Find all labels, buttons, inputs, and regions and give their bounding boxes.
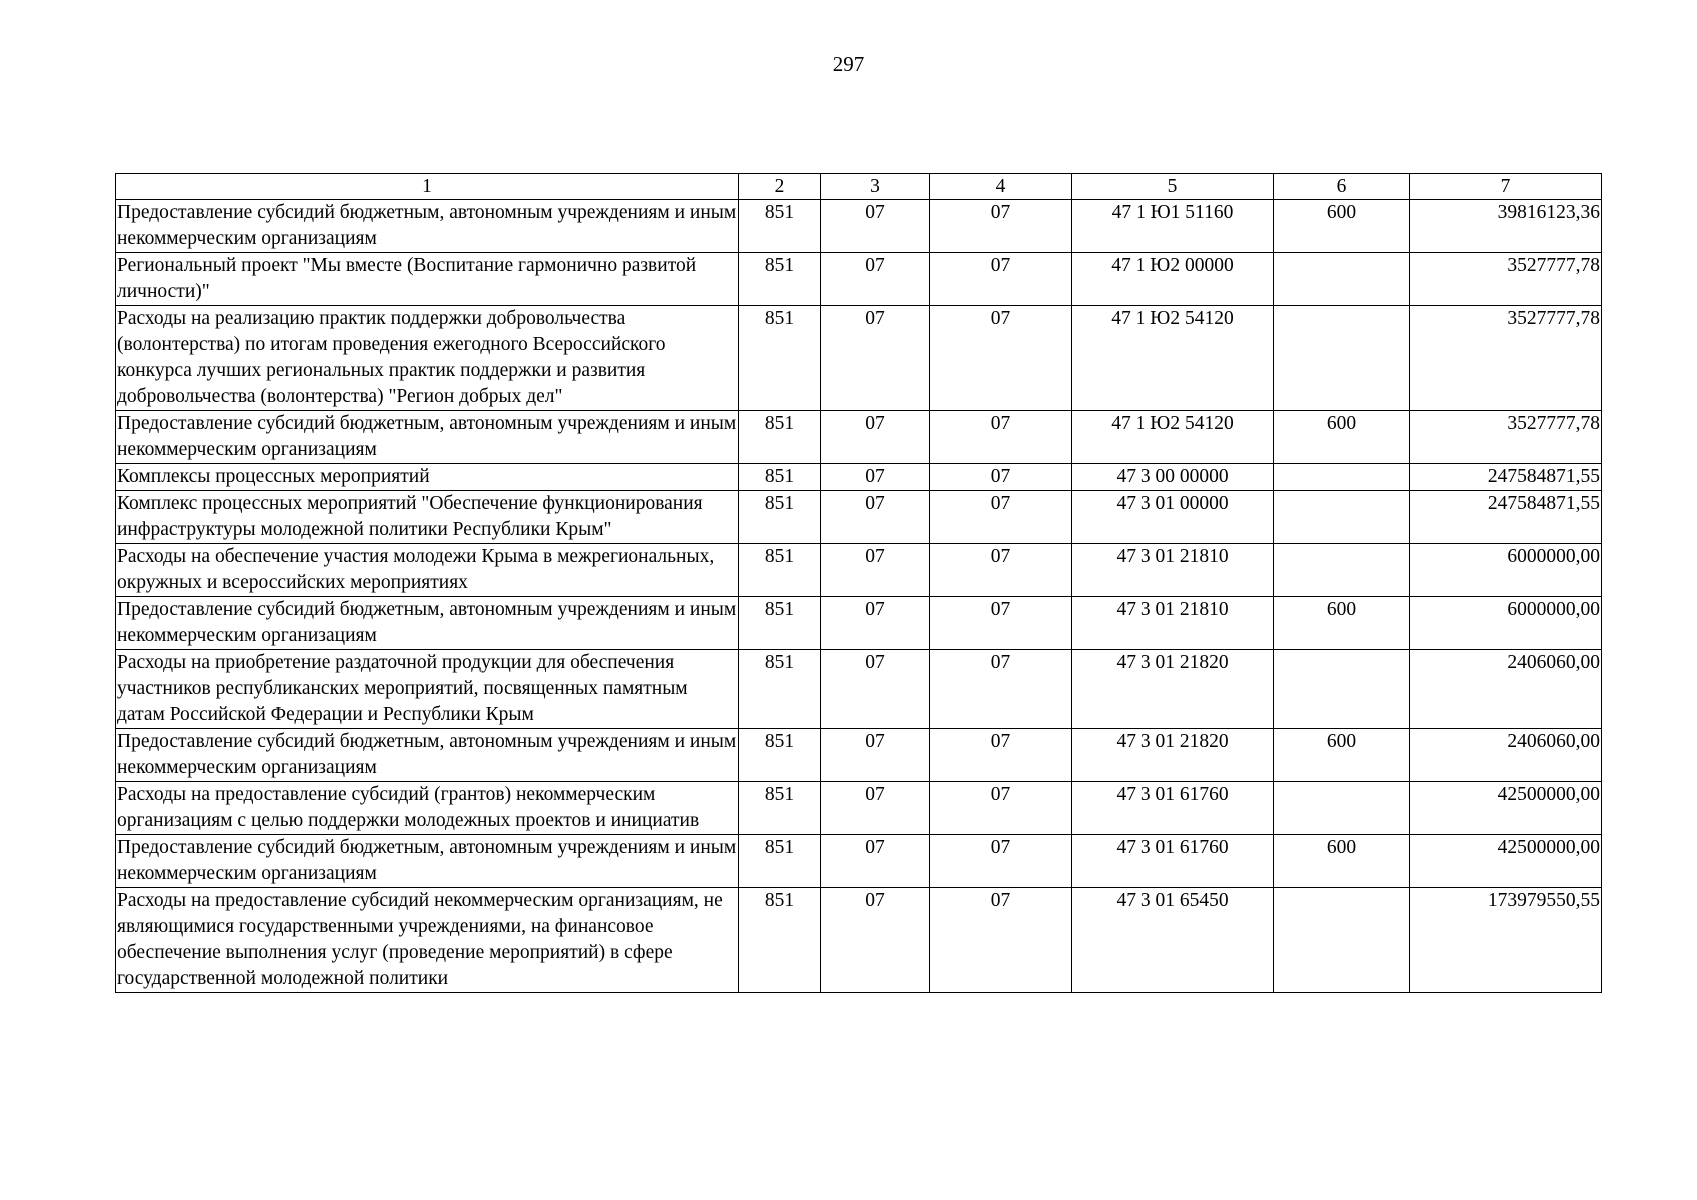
row-target-code: 47 3 00 00000 — [1072, 464, 1274, 491]
header-col-6: 6 — [1274, 174, 1410, 200]
row-grbs-code: 851 — [739, 888, 821, 993]
table-row — [116, 729, 1602, 782]
header-col-1: 1 — [116, 174, 739, 200]
table-row — [116, 491, 1602, 544]
row-subsection-code: 07 — [930, 464, 1072, 491]
row-amount: 247584871,55 — [1410, 491, 1602, 544]
row-amount: 6000000,00 — [1410, 597, 1602, 650]
row-expense-type-code — [1274, 491, 1410, 544]
row-expense-type-code: 600 — [1274, 597, 1410, 650]
row-grbs-code: 851 — [739, 411, 821, 464]
table-row — [116, 306, 1602, 411]
row-subsection-code: 07 — [930, 544, 1072, 597]
row-grbs-code: 851 — [739, 544, 821, 597]
row-grbs-code: 851 — [739, 253, 821, 306]
row-target-code: 47 1 Ю2 54120 — [1072, 411, 1274, 464]
row-section-code: 07 — [821, 491, 930, 544]
row-target-code: 47 1 Ю2 00000 — [1072, 253, 1274, 306]
row-section-code: 07 — [821, 597, 930, 650]
header-row — [116, 174, 1602, 200]
row-expense-type-code — [1274, 888, 1410, 993]
row-subsection-code: 07 — [930, 729, 1072, 782]
row-subsection-code: 07 — [930, 597, 1072, 650]
row-grbs-code: 851 — [739, 306, 821, 411]
row-target-code: 47 3 01 21810 — [1072, 544, 1274, 597]
row-subsection-code: 07 — [930, 782, 1072, 835]
row-name: Предоставление субсидий бюджетным, автономным учреждениям и иным некоммерческим организациям — [116, 200, 739, 253]
row-grbs-code: 851 — [739, 650, 821, 729]
row-expense-type-code — [1274, 306, 1410, 411]
budget-table — [115, 173, 1602, 993]
row-amount: 3527777,78 — [1410, 306, 1602, 411]
row-expense-type-code — [1274, 544, 1410, 597]
row-name: Комплексы процессных мероприятий — [116, 464, 739, 491]
row-target-code: 47 3 01 65450 — [1072, 888, 1274, 993]
row-amount: 2406060,00 — [1410, 650, 1602, 729]
table-row — [116, 544, 1602, 597]
header-col-5: 5 — [1072, 174, 1274, 200]
table-body — [116, 200, 1602, 993]
row-section-code: 07 — [821, 835, 930, 888]
row-target-code: 47 3 01 21810 — [1072, 597, 1274, 650]
header-col-7: 7 — [1410, 174, 1602, 200]
row-grbs-code: 851 — [739, 729, 821, 782]
row-grbs-code: 851 — [739, 597, 821, 650]
row-section-code: 07 — [821, 253, 930, 306]
row-grbs-code: 851 — [739, 200, 821, 253]
table-row — [116, 782, 1602, 835]
table-row — [116, 888, 1602, 993]
row-section-code: 07 — [821, 650, 930, 729]
row-section-code: 07 — [821, 464, 930, 491]
row-subsection-code: 07 — [930, 253, 1072, 306]
table-row — [116, 835, 1602, 888]
row-amount: 42500000,00 — [1410, 835, 1602, 888]
row-amount: 2406060,00 — [1410, 729, 1602, 782]
row-target-code: 47 3 01 61760 — [1072, 782, 1274, 835]
row-amount: 42500000,00 — [1410, 782, 1602, 835]
row-subsection-code: 07 — [930, 888, 1072, 993]
header-col-4: 4 — [930, 174, 1072, 200]
row-name: Предоставление субсидий бюджетным, автономным учреждениям и иным некоммерческим организациям — [116, 835, 739, 888]
table-row — [116, 411, 1602, 464]
row-expense-type-code: 600 — [1274, 200, 1410, 253]
row-expense-type-code — [1274, 464, 1410, 491]
row-grbs-code: 851 — [739, 464, 821, 491]
row-name: Комплекс процессных мероприятий "Обеспечение функционирования инфраструктуры молодежной политики Республики Крым" — [116, 491, 739, 544]
row-expense-type-code — [1274, 782, 1410, 835]
row-target-code: 47 3 01 21820 — [1072, 729, 1274, 782]
row-section-code: 07 — [821, 888, 930, 993]
table-row — [116, 464, 1602, 491]
header-col-3: 3 — [821, 174, 930, 200]
row-amount: 3527777,78 — [1410, 253, 1602, 306]
row-expense-type-code: 600 — [1274, 835, 1410, 888]
row-subsection-code: 07 — [930, 650, 1072, 729]
table-row — [116, 253, 1602, 306]
row-name: Расходы на предоставление субсидий некоммерческим организациям, не являющимися государственными учреждениями, на финансовое обеспечение выполнения услуг (проведение мероприятий) в сфере государственной молодежной политики — [116, 888, 739, 993]
table-row — [116, 200, 1602, 253]
row-name: Расходы на обеспечение участия молодежи Крыма в межрегиональных, окружных и всероссийских мероприятиях — [116, 544, 739, 597]
row-section-code: 07 — [821, 200, 930, 253]
row-grbs-code: 851 — [739, 782, 821, 835]
row-target-code: 47 1 Ю1 51160 — [1072, 200, 1274, 253]
row-amount: 247584871,55 — [1410, 464, 1602, 491]
row-amount: 6000000,00 — [1410, 544, 1602, 597]
table-row — [116, 650, 1602, 729]
row-target-code: 47 1 Ю2 54120 — [1072, 306, 1274, 411]
row-grbs-code: 851 — [739, 835, 821, 888]
row-name: Расходы на предоставление субсидий (грантов) некоммерческим организациям с целью поддержки молодежных проектов и инициатив — [116, 782, 739, 835]
row-subsection-code: 07 — [930, 835, 1072, 888]
row-section-code: 07 — [821, 544, 930, 597]
row-name: Расходы на приобретение раздаточной продукции для обеспечения участников республиканских мероприятий, посвященных памятным датам Российской Федерации и Республики Крым — [116, 650, 739, 729]
row-name: Расходы на реализацию практик поддержки добровольчества (волонтерства) по итогам проведения ежегодного Всероссийского конкурса лучших региональных практик поддержки и развития добровольчества (волонтерства) "Регион добрых дел" — [116, 306, 739, 411]
row-target-code: 47 3 01 61760 — [1072, 835, 1274, 888]
row-name: Предоставление субсидий бюджетным, автономным учреждениям и иным некоммерческим организациям — [116, 597, 739, 650]
row-target-code: 47 3 01 00000 — [1072, 491, 1274, 544]
row-subsection-code: 07 — [930, 411, 1072, 464]
row-section-code: 07 — [821, 306, 930, 411]
row-name: Предоставление субсидий бюджетным, автономным учреждениям и иным некоммерческим организациям — [116, 411, 739, 464]
row-amount: 3527777,78 — [1410, 411, 1602, 464]
row-expense-type-code: 600 — [1274, 411, 1410, 464]
row-grbs-code: 851 — [739, 491, 821, 544]
row-section-code: 07 — [821, 782, 930, 835]
row-expense-type-code: 600 — [1274, 729, 1410, 782]
row-name: Региональный проект "Мы вместе (Воспитание гармонично развитой личности)" — [116, 253, 739, 306]
row-amount: 39816123,36 — [1410, 200, 1602, 253]
row-name: Предоставление субсидий бюджетным, автономным учреждениям и иным некоммерческим организациям — [116, 729, 739, 782]
page-number: 297 — [832, 52, 865, 76]
row-expense-type-code — [1274, 253, 1410, 306]
row-subsection-code: 07 — [930, 306, 1072, 411]
row-subsection-code: 07 — [930, 491, 1072, 544]
header-col-2: 2 — [739, 174, 821, 200]
row-amount: 173979550,55 — [1410, 888, 1602, 993]
row-target-code: 47 3 01 21820 — [1072, 650, 1274, 729]
row-section-code: 07 — [821, 411, 930, 464]
row-expense-type-code — [1274, 650, 1410, 729]
row-subsection-code: 07 — [930, 200, 1072, 253]
row-section-code: 07 — [821, 729, 930, 782]
table-row — [116, 597, 1602, 650]
